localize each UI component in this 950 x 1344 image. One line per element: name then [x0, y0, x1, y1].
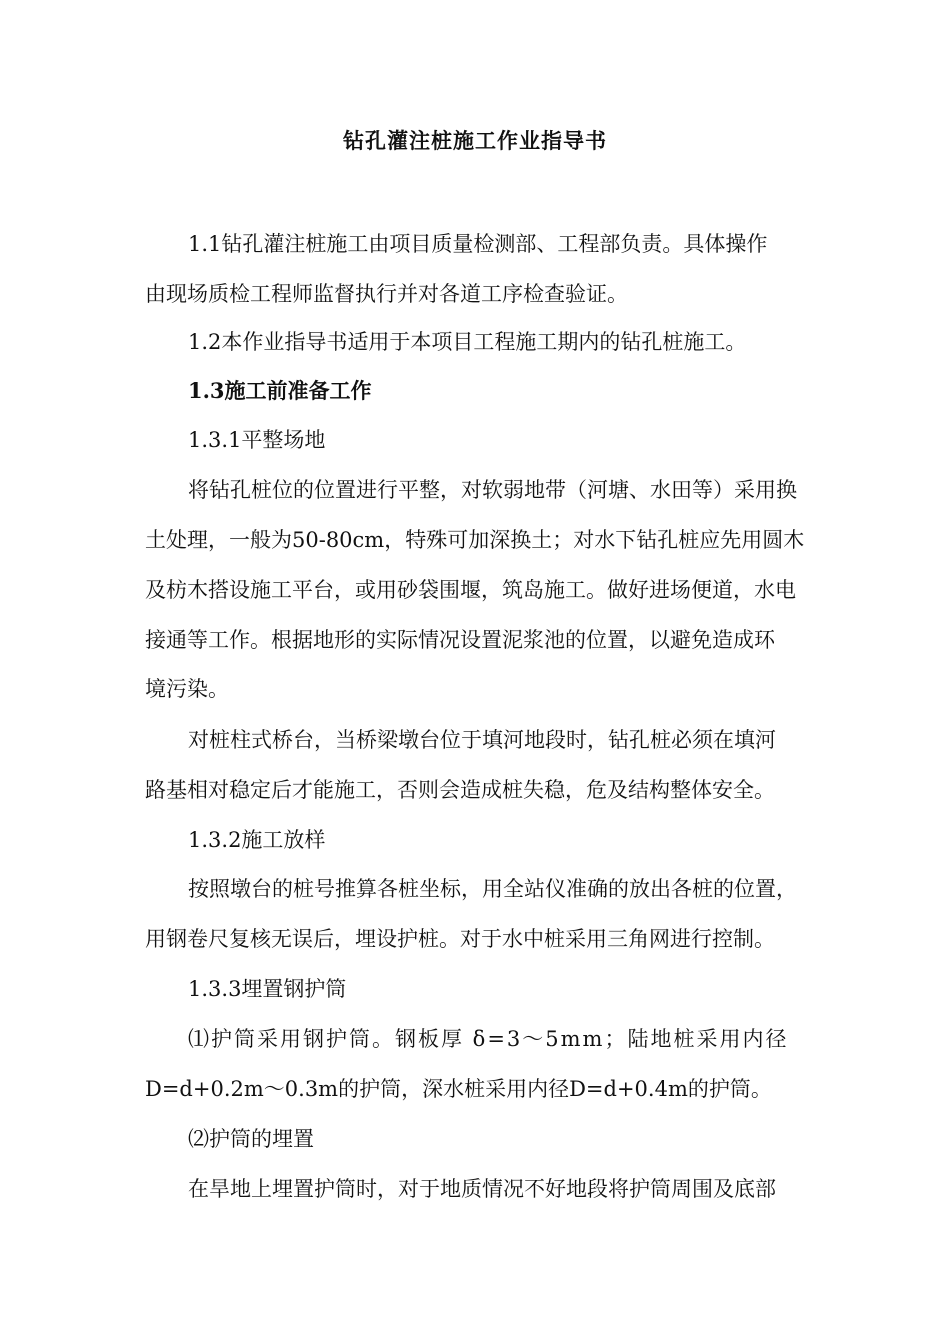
- paragraph-1-2: 1.2本作业指导书适用于本项目工程施工期内的钻孔桩施工。: [188, 330, 747, 354]
- subheading-casing-embedding: ⑵护筒的埋置: [188, 1127, 314, 1151]
- subsection-heading-1-3-2: 1.3.2施工放样: [188, 828, 326, 852]
- paragraph-staking-line-1: 按照墩台的桩号推算各桩坐标，用全站仪准确的放出各桩的位置，: [188, 877, 797, 901]
- section-heading-1-3: 1.3施工前准备工作: [188, 378, 372, 403]
- paragraph-casing-line-2: D=d+0.2m～0.3m的护筒，深水桩采用内径D=d+0.4m的护筒。: [145, 1077, 772, 1101]
- subsection-heading-1-3-1: 1.3.1平整场地: [188, 428, 326, 452]
- paragraph-embedding-line-1: 在旱地上埋置护筒时，对于地质情况不好地段将护筒周围及底部: [188, 1177, 776, 1201]
- paragraph-abutment-line-1: 对桩柱式桥台，当桥梁墩台位于填河地段时，钻孔桩必须在填河: [188, 728, 776, 752]
- paragraph-site-leveling-line-5: 境污染。: [145, 677, 229, 701]
- paragraph-site-leveling-line-4: 接通等工作。根据地形的实际情况设置泥浆池的位置，以避免造成环: [145, 628, 775, 652]
- paragraph-abutment-line-2: 路基相对稳定后才能施工，否则会造成桩失稳，危及结构整体安全。: [145, 778, 775, 802]
- document-title: 钻孔灌注桩施工作业指导书: [343, 128, 607, 153]
- paragraph-site-leveling-line-1: 将钻孔桩位的位置进行平整，对软弱地带（河塘、水田等）采用换: [188, 478, 797, 502]
- paragraph-casing-line-1: ⑴护筒采用钢护筒。钢板厚 δ=3～5mm；陆地桩采用内径: [188, 1027, 789, 1051]
- paragraph-1-1-line-2: 由现场质检工程师监督执行并对各道工序检查验证。: [145, 282, 628, 306]
- paragraph-staking-line-2: 用钢卷尺复核无误后，埋设护桩。对于水中桩采用三角网进行控制。: [145, 927, 775, 951]
- paragraph-site-leveling-line-2: 土处理，一般为50-80cm，特殊可加深换土；对水下钻孔桩应先用圆木: [145, 528, 805, 552]
- paragraph-site-leveling-line-3: 及枋木搭设施工平台，或用砂袋围堰，筑岛施工。做好进场便道，水电: [145, 578, 796, 602]
- subsection-heading-1-3-3: 1.3.3埋置钢护筒: [188, 977, 347, 1001]
- paragraph-1-1-line-1: 1.1钻孔灌注桩施工由项目质量检测部、工程部负责。具体操作: [188, 232, 768, 256]
